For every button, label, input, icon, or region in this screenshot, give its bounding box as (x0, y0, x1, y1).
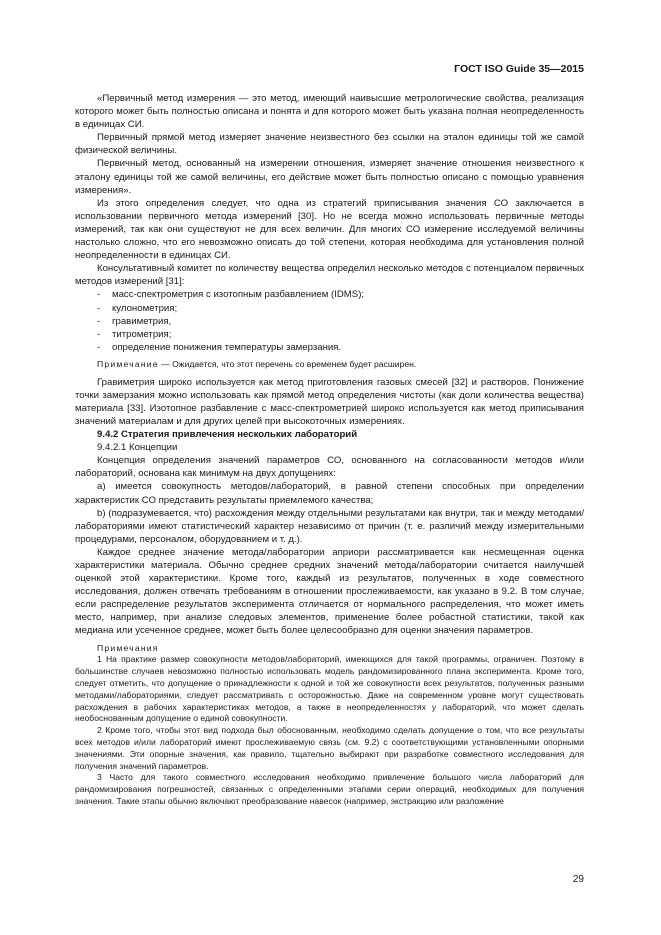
paragraph: Первичный прямой метод измеряет значение неизвестного без ссылки на эталон единицы той же самой физической величины. (75, 132, 584, 157)
list-item: - титрометрия; (97, 328, 172, 340)
paragraph: b) (подразумевается, что) расхождения между отдельными результатами как внутри, так и между методами/лабораториями имеют статистический характер независимо от причин (т. е. различий между измерительными процедурами, персоналом, оборудованием и т. д.). (75, 507, 584, 545)
paragraph: Каждое среднее значение метода/лаборатории априори рассматривается как несмещенная оценка характеристики материала. Обычно среднее средних значений метода/лаборатории считается наилучшей оценкой этой характеристики. Кроме того, каждый из результатов, полученных в ходе совместного исследования, должен отвечать требованиям в отношении прослеживаемости, как указано в 9.2. В том случае, если распределение результатов эксперимента отличается от нормального распределения, что может иметь место, например, при анализе следовых элементов, применение более робастной статистики, такой как медиана или усеченное среднее, может быть более целесообразно для оценки значения параметров. (75, 546, 584, 637)
paragraph: «Первичный метод измерения — это метод, имеющий наивысшие метрологические свойства, реализация которого может быть полностью описана и понята и для которого может быть указана полная неопределенность в единицах СИ. (75, 93, 584, 131)
list-item: - масс-спектрометрия с изотопным разбавлением (IDMS); (97, 289, 365, 301)
paragraph: Из этого определения следует, что одна из стратегий приписывания значения СО заключается в использовании первичного метода измерений [30]. Но не всегда можно использовать первичные методы измерений, так как они существуют не для всех величин. Для многих СО измерение исследуемой величины настолько сложно, что его невозможно описать до той степени, которая необходима для установления полной неопределенности в единицах СИ. (75, 197, 584, 262)
methods-list (75, 288, 584, 353)
notes-label: Примечания (97, 642, 159, 653)
document-body (75, 92, 584, 808)
paragraph: Концепция определения значений параметров СО, основанного на согласованности методов и/или лабораторий, основана как минимум на двух допущениях: (75, 455, 584, 480)
page-number: 29 (572, 874, 584, 885)
list-item: - гравиметрия, (97, 315, 172, 327)
list-item: - кулонометрия; (97, 302, 178, 314)
note-item: 3 Часто для такого совместного исследования необходимо привлечение большого числа лабораторий для рандомизирования погрешностей, связанных с определенными этапами серии операций, необходимых для получения значения. Такие этапы обычно включают преобразование навесок (например, экстракцию или разложение (75, 772, 584, 806)
paragraph: Гравиметрия широко используется как метод приготовления газовых смесей [32] и растворов. Понижение точки замерзания можно использовать как прямой метод определения чистоты (как доли количества вещества) материала [33]. Изотопное разбавление с масс-спектрометрией широко используется как метод приписывания значений материалам и для других целей при высокоточных измерениях. (75, 376, 584, 427)
note-text: — Ожидается, что этот перечень со временем будет расширен. (161, 358, 417, 369)
note-label: Примечание (97, 358, 159, 369)
document-header: ГОСТ ISO Guide 35—2015 (454, 63, 584, 75)
note-item: 1 На практике размер совокупности методов/лабораторий, имеющихся для такой программы, ограничен. Поэтому в большинстве случаев невозможно полностью использовать модель рандомизированного плана эксперимента. Кроме того, следует отметить, что допущение о принадлежности к одной и той же совокупности всех результатов, полученных разными методами/лабораториями, следует рассматривать с осторожностью. Даже на современном уровне могут существовать расхождения в рабочих характеристиках методов, а также в неопределенностях у лабораторий, что может сделать необоснованным допущение о единой совокупности. (75, 654, 584, 724)
paragraph: а) имеется совокупность методов/лабораторий, в равной степени способных при определении характеристик СО представить результаты приемлемого качества; (75, 481, 584, 506)
list-item: - определение понижения температуры замерзания. (97, 341, 342, 353)
subsection-heading: 9.4.2.1 Концепции (97, 442, 178, 454)
section-heading: 9.4.2 Стратегия привлечения нескольких лабораторий (97, 429, 358, 441)
note (75, 359, 584, 371)
note-item: 2 Кроме того, чтобы этот вид подхода был обоснованным, необходимо сделать допущение о том, что все результаты всех методов и/или лабораторий имеют прослеживаемую связь (см. 9.2) с соответствующими установленными опорными значениями. Эти опорные значения, как правило, тщательно выбирают при разработке совместного исследования для получения значений параметров. (75, 725, 584, 771)
paragraph: Первичный метод, основанный на измерении отношения, измеряет значение отношения неизвестного к эталону единицы той же самой величины, его действие может быть полностью описано с помощью уравнения измерения». (75, 158, 584, 196)
paragraph: Консультативный комитет по количеству вещества определил несколько методов с потенциалом первичных методов измерений [31]: (75, 263, 584, 288)
